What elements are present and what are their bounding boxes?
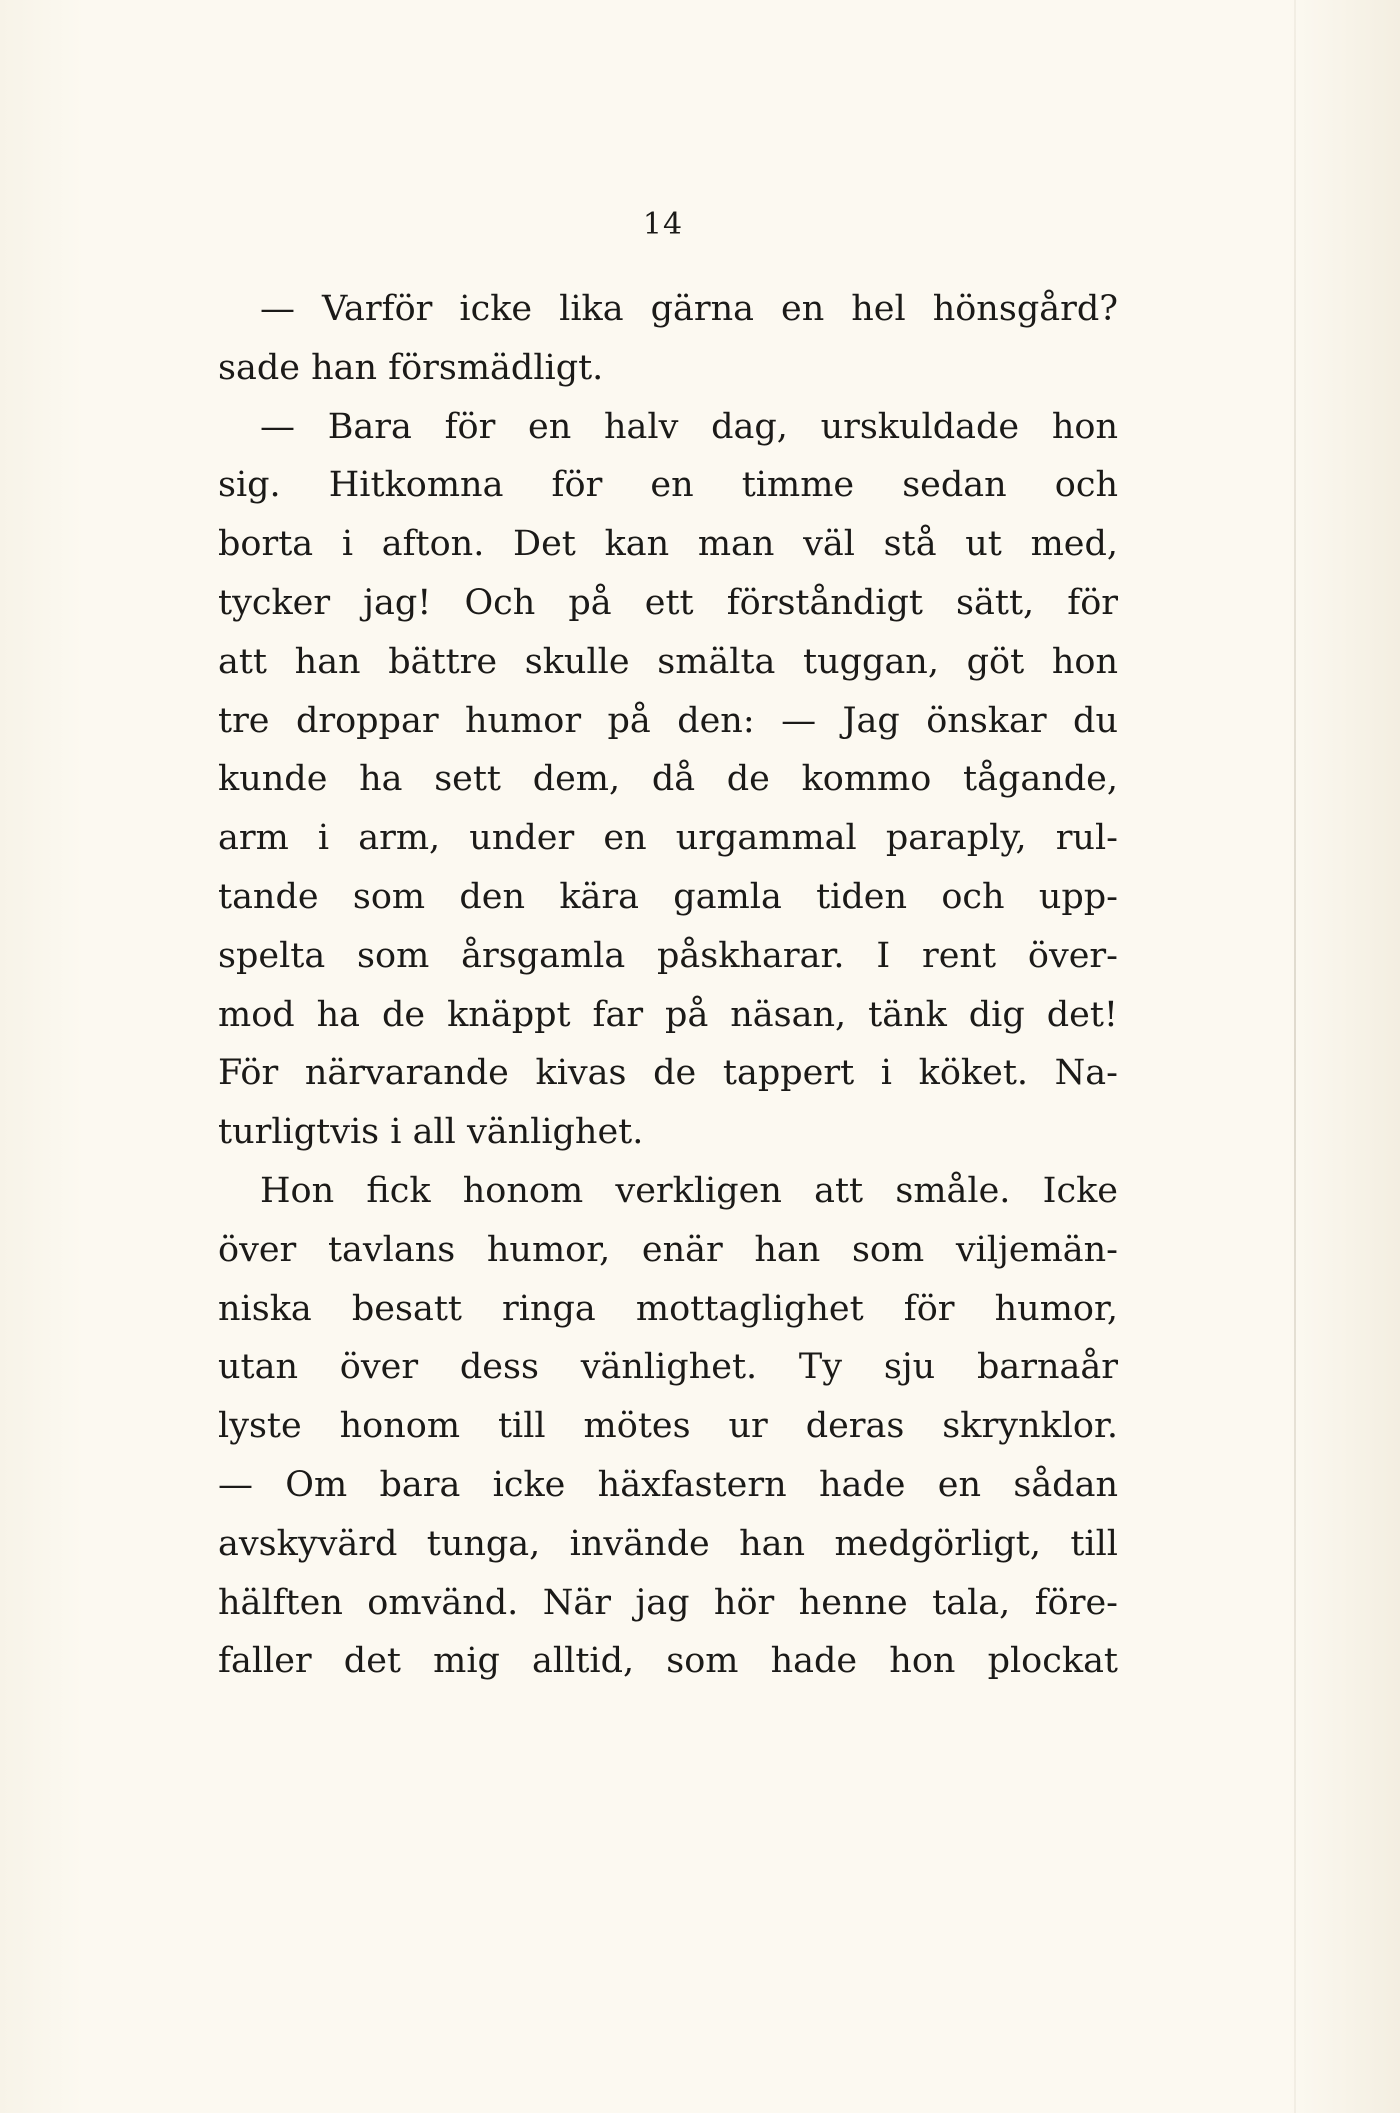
text-line: tre droppar humor på den: — Jag önskar du [218,700,1118,741]
text-line: För närvarande kivas de tappert i köket. Na- [218,1053,1118,1094]
text-line: arm i arm, under en urgammal paraply, rul- [218,818,1118,859]
text-line: faller det mig alltid, som hade hon plockat [218,1641,1118,1682]
text-line: spelta som årsgamla påskharar. I rent över- [218,935,1118,976]
text-line: sade han försmädligt. [218,347,604,388]
text-line: lyste honom till mötes ur deras skrynklor. [218,1406,1118,1447]
text-line: hälften omvänd. När jag hör henne tala, före- [218,1582,1118,1623]
text-line: — Varför icke lika gärna en hel hönsgård? [260,289,1118,329]
page-edge-shadow [1294,0,1296,2113]
body-text [218,280,1118,1691]
text-line: niska besatt ringa mottaglighet för humor, [218,1288,1118,1329]
text-line: att han bättre skulle smälta tuggan, göt hon [218,641,1118,682]
text-line: borta i afton. Det kan man väl stå ut med, [218,524,1118,565]
text-line: tande som den kära gamla tiden och upp- [218,876,1118,917]
text-line: — Om bara icke häxfastern hade en sådan [218,1464,1118,1505]
text-line: avskyvärd tunga, invände han medgörligt, till [218,1523,1118,1564]
text-line: tycker jag! Och på ett förståndigt sätt, för [218,582,1118,623]
text-line: utan över dess vänlighet. Ty sju barnaår [218,1347,1118,1388]
text-line: sig. Hitkomna för en timme sedan och [218,465,1118,506]
text-line: kunde ha sett dem, då de kommo tågande, [218,759,1118,800]
text-line: turligtvis i all vänlighet. [218,1112,644,1153]
page-number: 14 [642,207,684,242]
text-line: över tavlans humor, enär han som viljemän- [218,1229,1118,1270]
text-line: — Bara för en halv dag, urskuldade hon [260,406,1118,447]
text-line: Hon fick honom verkligen att småle. Icke [260,1170,1118,1211]
text-line: mod ha de knäppt far på näsan, tänk dig det! [218,994,1118,1035]
